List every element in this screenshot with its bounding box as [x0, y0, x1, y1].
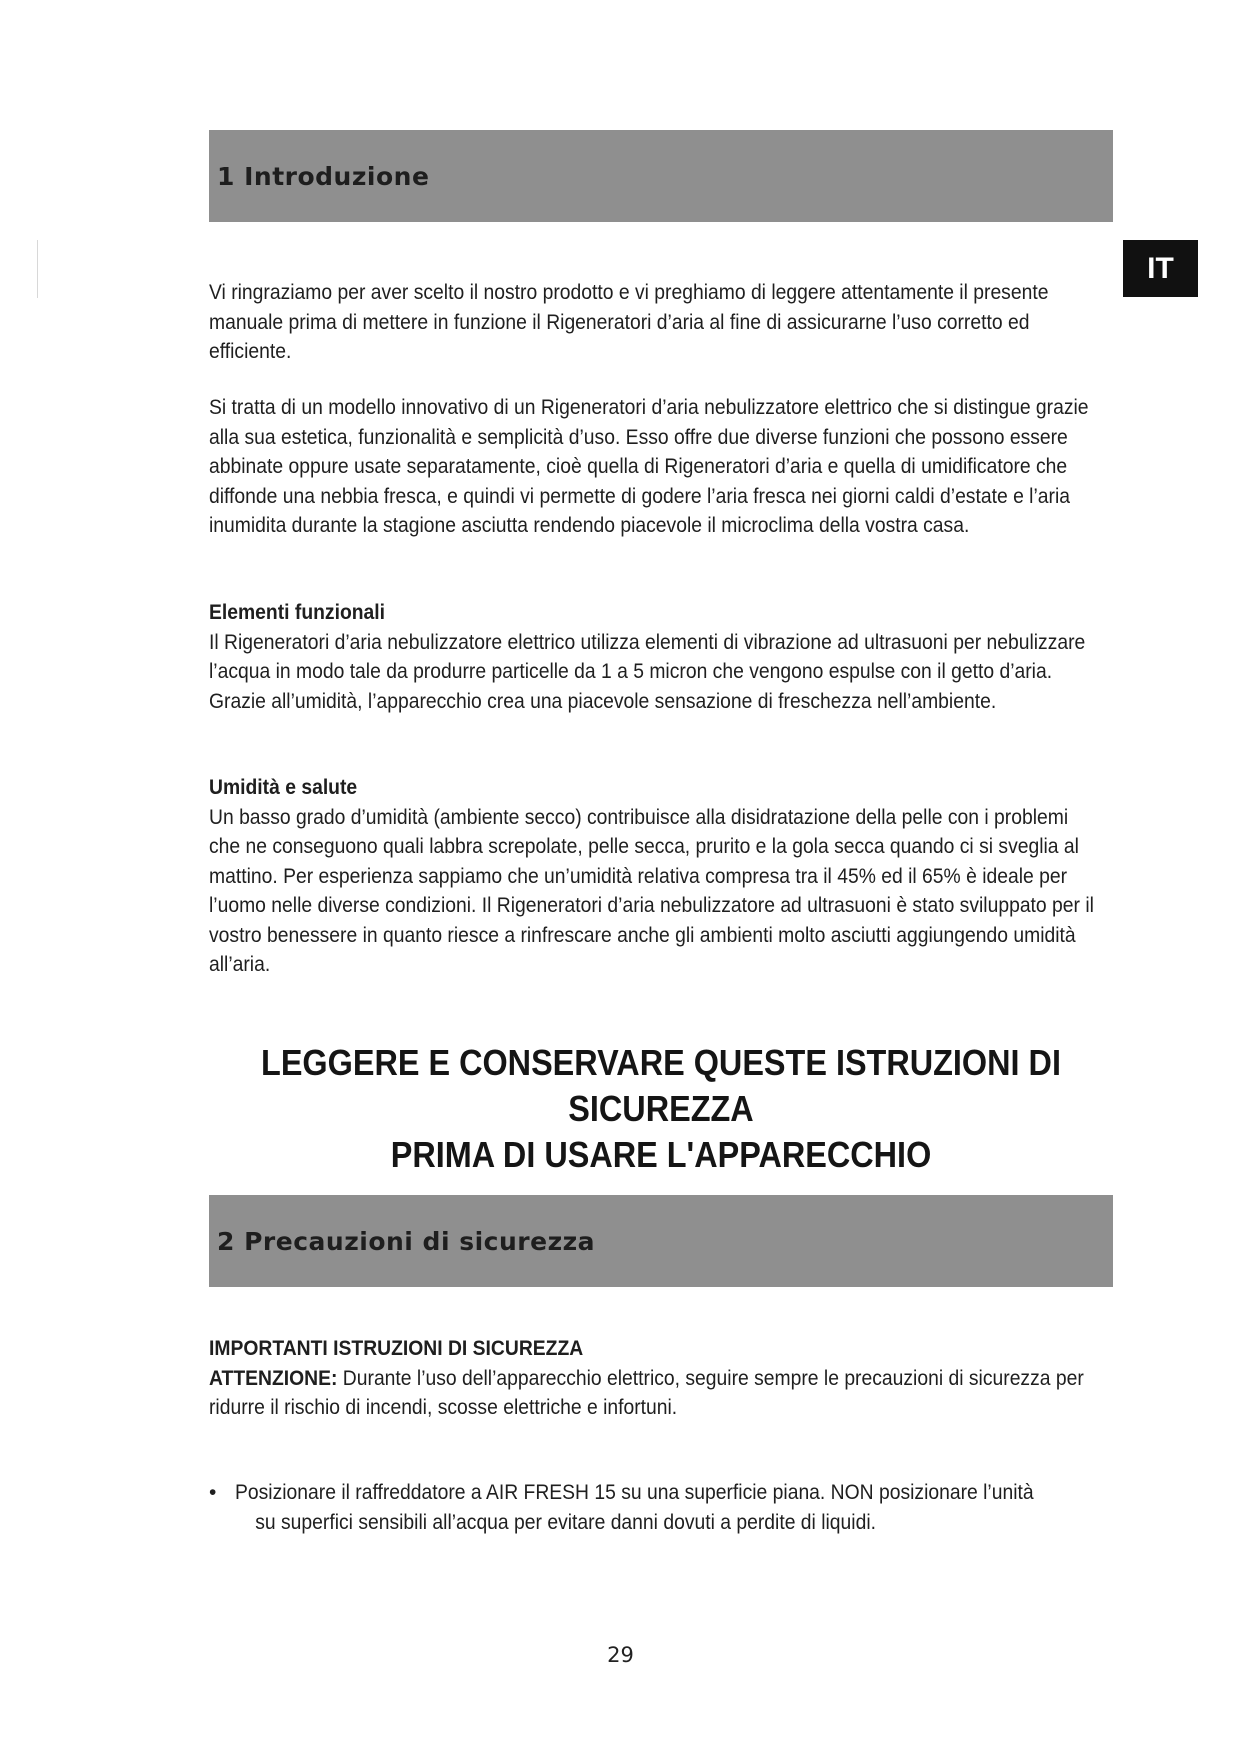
- bullet-icon: •: [209, 1481, 217, 1504]
- margin-rule: [37, 240, 38, 298]
- safety-warning-heading: [254, 1040, 1068, 1178]
- paragraph: Un basso grado d’umidità (ambiente secco) contribuisce alla disidratazione della pelle con i problemi che ne conseguono quali labbra screpolate, pelle secca, prurito e la gola secca quando ci si sveglia al mattino. Per esperienza sappiamo che un’umidità relativa compresa tra il 45% ed il 65% è ideale per l’uomo nelle diverse condizioni. Il Rigeneratori d’aria nebulizzatore ad ultrasuoni è stato sviluppato per il vostro benessere in quanto riesce a rinfrescare anche gli ambienti molto asciutti aggiungendo umidità all’aria.: [209, 805, 1094, 976]
- subsection-elementi-funzionali: [209, 598, 1109, 716]
- subsection-umidita-salute: [209, 773, 1109, 980]
- bullet-text: [235, 1478, 1129, 1537]
- intro-paragraph-1: [209, 278, 1109, 367]
- language-tab: IT: [1123, 240, 1198, 297]
- paragraph: Vi ringraziamo per aver scelto il nostro prodotto e vi preghiamo di leggere attentamente il presente manuale prima di mettere in funzione il Rigeneratori d’aria al fine di assicurarne l’uso corretto ed efficiente.: [209, 281, 1049, 363]
- bullet-line-1: Posizionare il raffreddatore a AIR FRESH 15 su una superficie piana. NON posizionare l’unità: [235, 1481, 1034, 1504]
- bullet-line-2: su superfici sensibili all’acqua per evitare danni dovuti a perdite di liquidi.: [255, 1510, 876, 1534]
- subsection-title: Umidità e salute: [209, 776, 358, 799]
- list-item: [209, 1478, 1109, 1537]
- section-header-precauzioni: [209, 1195, 1113, 1287]
- attention-text: Durante l’uso dell’apparecchio elettrico, seguire sempre le precauzioni di sicurezza per ridurre il rischio di incendi, scosse elettriche e infortuni.: [209, 1366, 1084, 1419]
- attention-paragraph: [209, 1364, 1103, 1423]
- safety-instructions-block: [209, 1334, 1109, 1423]
- section-title: 1 Introduzione: [217, 161, 430, 191]
- paragraph: Si tratta di un modello innovativo di un Rigeneratori d’aria nebulizzatore elettrico che si distingue grazie alla sua estetica, funzionalità e semplicità d’uso. Esso offre due diverse funzioni che possono essere abbinate oppure usate separatamente, cioè quella di Rigeneratori d’aria e quella di umidificatore che diffonde una nebbia fresca, e quindi vi permette di godere l’aria fresca nei giorni caldi d’estate e l’aria inumidita durante la stagione asciutta rendendo piacevole il microclima della vostra casa.: [209, 396, 1089, 537]
- safety-subhead: IMPORTANTI ISTRUZIONI DI SICUREZZA: [209, 1337, 584, 1360]
- attention-label: ATTENZIONE:: [209, 1366, 338, 1390]
- warning-line-2: PRIMA DI USARE L'APPARECCHIO: [390, 1134, 932, 1175]
- subsection-title: Elementi funzionali: [209, 601, 386, 624]
- page-number: 29: [607, 1643, 634, 1667]
- section-title: 2 Precauzioni di sicurezza: [217, 1226, 596, 1256]
- intro-paragraph-2: [209, 393, 1109, 541]
- section-header-introduzione: [209, 130, 1113, 222]
- warning-line-1: LEGGERE E CONSERVARE QUESTE ISTRUZIONI DI SICUREZZA: [261, 1042, 1061, 1129]
- paragraph: Il Rigeneratori d’aria nebulizzatore elettrico utilizza elementi di vibrazione ad ultrasuoni per nebulizzare l’acqua in modo tale da produrre particelle da 1 a 5 micron che vengono espulse con il getto d’aria. Grazie all’umidità, l’apparecchio crea una piacevole sensazione di freschezza nell’ambiente.: [209, 630, 1086, 713]
